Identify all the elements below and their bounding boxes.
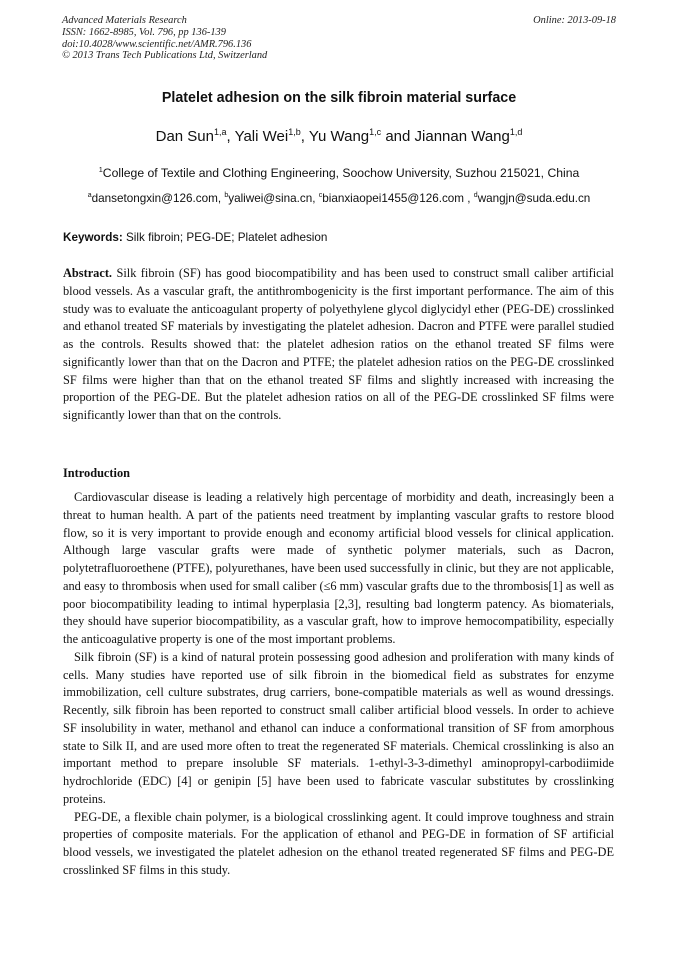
email-list xyxy=(0,192,678,205)
issn-line: ISSN: 1662-8985, Vol. 796, pp 136-139 xyxy=(62,26,226,38)
paper-title: Platelet adhesion on the silk fibroin material surface xyxy=(161,90,517,106)
copyright-line: © 2013 Trans Tech Publications Ltd, Switzerland xyxy=(62,50,268,62)
keywords xyxy=(63,231,327,244)
email-mark: c xyxy=(318,192,323,200)
author-name: Dan Sun xyxy=(155,128,214,145)
keywords-label: Keywords: xyxy=(63,231,123,244)
email-link[interactable]: bianxiaopei1455@126.com , xyxy=(322,192,474,205)
affiliation-text: College of Textile and Clothing Engineering, Soochow University, Suzhou 215021, China xyxy=(102,166,580,180)
author-affil-mark: 1,b xyxy=(288,127,301,137)
email-link[interactable]: yaliwei@sina.cn, xyxy=(228,192,319,205)
author-affil-mark: 1,a xyxy=(213,127,227,137)
keywords-text: Silk fibroin; PEG-DE; Platelet adhesion xyxy=(122,231,328,244)
author-name: Yali Wei xyxy=(234,128,289,145)
affiliation-mark: 1 xyxy=(98,164,103,174)
email-link[interactable]: wangjn@suda.edu.cn xyxy=(477,192,591,205)
abstract-text: Silk fibroin (SF) has good biocompatibility and has been used to construct small caliber artificial blood vessels. As a vascular graft, the antithrombogenicity is the first important performance. The aim of this study was to evaluate the anticoagulant property of polyethylene glycol diglycidyl ether (PEG-DE) crosslinked and ethanol treated SF materials by investigating the platelet adhesion. Dacron and PTFE were parallel studied as the controls. Results showed that: the platelet adhesion ratios on the ethanol treated SF films were significantly lower than that on the Dacron and PTFE; the platelet adhesion ratios on the PEG-DE crosslinked SF films were higher than that on the ethanol treated SF films and slightly increased with increasing the proportion of the PEG-DE. But the platelet adhesion ratios on all of the PEG-DE crosslinked SF films were significantly lower than that on the controls. xyxy=(63,266,614,422)
abstract xyxy=(63,265,614,425)
author-name: Yu Wang xyxy=(308,128,370,145)
author-name: Jiannan Wang xyxy=(414,128,510,145)
email-mark: b xyxy=(224,192,229,200)
section-heading: Introduction xyxy=(63,466,130,480)
email-mark: a xyxy=(87,192,92,200)
email-link[interactable]: dansetongxin@126.com, xyxy=(91,192,225,205)
author-list xyxy=(0,128,678,145)
online-date: Online: 2013-09-18 xyxy=(533,15,616,26)
affiliation xyxy=(0,166,678,180)
introduction-body xyxy=(63,489,614,880)
author-affil-mark: 1,d xyxy=(509,127,523,137)
abstract-label: Abstract. xyxy=(63,266,113,280)
email-mark: d xyxy=(473,192,478,200)
paragraph: PEG-DE, a flexible chain polymer, is a biological crosslinking agent. It could improve toughness and strain properties of composite materials. For the application of ethanol and PEG-DE in formation of SF artificial blood vessels, we investigated the platelet adhesion on the ethanol treated regenerated SF films and PEG-DE crosslinked SF films in this study. xyxy=(63,809,614,877)
author-separator: , xyxy=(226,128,235,145)
paragraph: Cardiovascular disease is leading a relatively high percentage of morbidity and death, increasingly been a threat to human health. A part of the patients need treatment by implanting vascular grafts to restore blood flow, so it is very important to provide enough and economy artificial blood vessels for clinical application. Although large vascular grafts were made of synthetic polymer materials, such as Dacron, polytetrafluoroethene (PTFE), polyurethanes, have been used successfully in clinic, but they are not applicable, and easy to thrombosis when used for small caliber (≤6 mm) vascular grafts due to the thrombosis[1] as well as poor biocompatibility leading to intimal hyperplasia [2,3], resulting bad longterm patency. As biomaterials, they should have superior biocompatibility, as a vascular graft, how to improve hemocompatibility, especially the anticoagulative property is one of the most important problems. xyxy=(63,490,614,646)
author-affil-mark: 1,c xyxy=(369,127,382,137)
author-separator: and xyxy=(381,128,415,145)
author-separator: , xyxy=(300,128,309,145)
journal-header xyxy=(62,15,267,62)
paragraph: Silk fibroin (SF) is a kind of natural protein possessing good adhesion and proliferation with many kinds of cells. Many studies have reported use of silk fibroin in the biomedical field as substrates for enzyme immobilization, cell culture substrates, drug carriers, bone-compatible materials as well as wound dressings. Recently, silk fibroin has been reported to construct small caliber artificial blood vessels. In order to achieve SF insolubility in water, methanol and ethanol can induce a conformational transition of SF from amorphous state to Silk II, and are used more often to treat the regenerated SF materials. Chemical crosslinking is also an important method to prepare insoluble SF materials. 1-ethyl-3-3-dimethyl aminopropyl-carbodiimide hydrochloride (EDC) [4] or genipin [5] have been used to fabricate vascular substitutes by crosslinking proteins. xyxy=(63,649,614,806)
doi-line: doi:10.4028/www.scientific.net/AMR.796.136 xyxy=(62,38,252,50)
journal-name: Advanced Materials Research xyxy=(62,15,187,26)
